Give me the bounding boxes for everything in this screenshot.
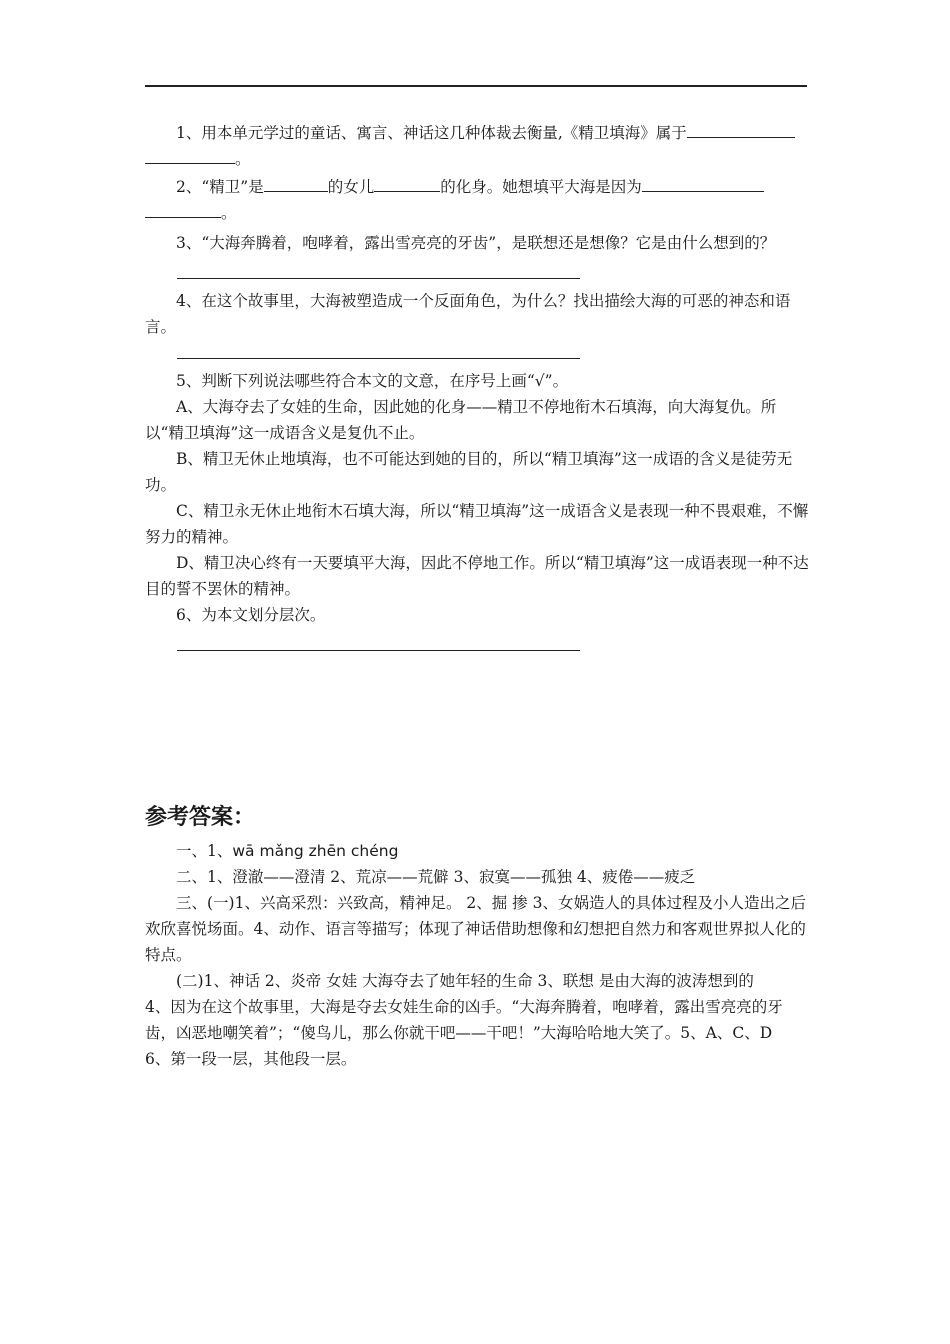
question-1: 1、用本单元学过的童话、寓言、神话这几种体裁去衡量,《精卫填海》属于 (145, 120, 810, 146)
answer-blank[interactable] (264, 175, 328, 192)
question-4: 4、在这个故事里，大海被塑造成一个反面角色，为什么？找出描绘大海的可恶的神态和语言。 (145, 292, 791, 336)
questions-section-2 (145, 288, 810, 340)
header-rule (145, 85, 807, 87)
answer-3: 三、(一)1、兴高采烈：兴致高，精神足。 2、掘 掺 3、女娲造人的具体过程及小人造出之后欢欣喜悦场面。4、动作、语言等描写；体现了神话借助想像和幻想把自然力和客观世界拟人化的特点。 (145, 894, 806, 964)
option-d[interactable]: D、精卫决心终有一天要填平大海，因此不停地工作。所以“精卫填海”这一成语表现一种不达目的誓不罢休的精神。 (145, 554, 809, 598)
answer-blank[interactable] (642, 175, 764, 192)
answer-blank[interactable] (687, 121, 795, 138)
answer-line[interactable] (177, 650, 580, 651)
answers-section (145, 838, 810, 1072)
question-3: 3、“大海奔腾着，咆哮着，露出雪亮亮的牙齿”，是联想还是想像？它是由什么想到的？ (176, 234, 776, 252)
answer-blank[interactable] (374, 175, 440, 192)
option-c[interactable]: C、精卫永无休止地衔木石填大海，所以“精卫填海”这一成语含义是表现一种不畏艰难，不懈努力的精神。 (145, 502, 809, 546)
answer-blank[interactable] (145, 147, 235, 164)
questions-section-3 (145, 368, 810, 628)
question-6: 6、为本文划分层次。 (176, 606, 326, 624)
answer-line[interactable] (177, 358, 580, 359)
answer-4: (二)1、神话 2、炎帝 女娃 大海夺去了她年轻的生命 3、联想 是由大海的波涛想到的 (176, 972, 754, 990)
answer-5: 4、因为在这个故事里，大海是夺去女娃生命的凶手。“大海奔腾着，咆哮着，露出雪亮亮的牙齿，凶恶地嘲笑着”；“傻鸟儿，那么你就干吧——干吧！”大海哈哈地大笑了。5、A、C、D (145, 998, 783, 1042)
option-a[interactable]: A、大海夺去了女娃的生命，因此她的化身——精卫不停地衔木石填海，向大海复仇。所以“精卫填海”这一成语含义是复仇不止。 (145, 398, 777, 442)
answer-6: 6、第一段一层，其他段一层。 (145, 1050, 357, 1068)
option-b[interactable]: B、精卫无休止地填海，也不可能达到她的目的，所以“精卫填海”这一成语的含义是徒劳无功。 (145, 450, 793, 494)
answer-line[interactable] (177, 278, 580, 279)
question-2-end: 。 (145, 200, 810, 226)
question-1-end: 。 (145, 146, 810, 172)
answer-blank[interactable] (145, 201, 221, 218)
question-2: 2、“精卫”是 的女儿 的化身。她想填平大海是因为 (145, 174, 810, 200)
answer-2: 二、1、澄澈——澄清 2、荒凉——荒僻 3、寂寞——孤独 4、疲倦——疲乏 (176, 868, 696, 886)
answers-title: 参考答案： (145, 805, 256, 830)
question-5: 5、判断下列说法哪些符合本文的文意，在序号上画“√”。 (176, 372, 569, 390)
questions-section (145, 120, 810, 256)
answer-1: 一、1、wā mǎng zhēn chéng (176, 842, 399, 860)
